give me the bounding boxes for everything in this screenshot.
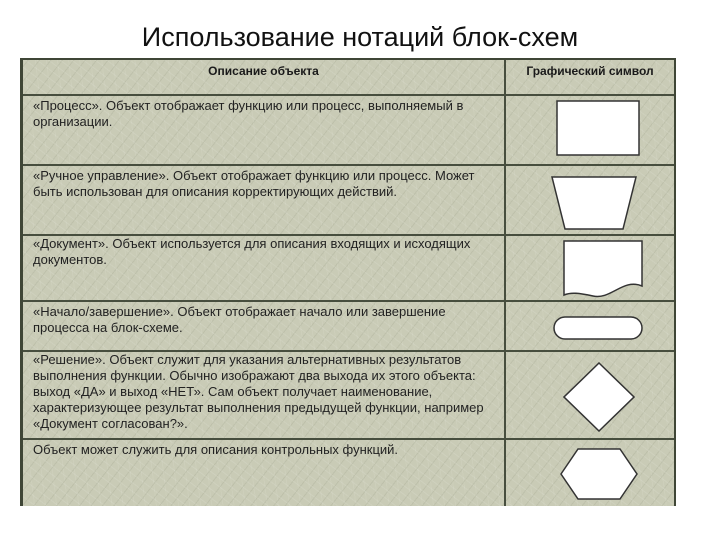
row-description-terminator: «Начало/завершение». Объект отображает начало или завершение процесса на блок-схеме. [33,304,446,335]
diamond-icon [563,362,635,432]
row-description-process: «Процесс». Объект отображает функцию или процесс, выполняемый в организации. [33,98,464,129]
rectangle-icon [556,100,640,156]
row-divider [23,164,674,166]
terminator-icon [553,316,643,340]
hexagon-icon [560,448,638,500]
row-description-manual: «Ручное управление». Объект отображает функцию или процесс. Может быть использован для описания корректирующих действий. [33,168,475,199]
row-divider [23,94,674,96]
notation-table [20,58,676,506]
row-divider [23,300,674,302]
header-symbol: Графический символ [526,64,654,78]
document-icon [563,240,643,298]
header-description: Описание объекта [208,64,319,78]
row-description-document: «Документ». Объект используется для описания входящих и исходящих документов. [33,236,471,267]
page-title: Использование нотаций блок-схем [141,22,579,52]
row-description-decision: «Решение». Объект служит для указания альтернативных результатов выполнения функции. Обычно изображают два выхода их этого объекта: выход «ДА» и выход «НЕТ». Сам объект получает наименование, характеризующее результат выполнения предыдущей функции, например «Документ согласован?». [33,352,484,431]
trapezoid-icon [551,176,637,230]
row-description-control: Объект может служить для описания контрольных функций. [33,442,399,457]
row-divider [23,438,674,440]
